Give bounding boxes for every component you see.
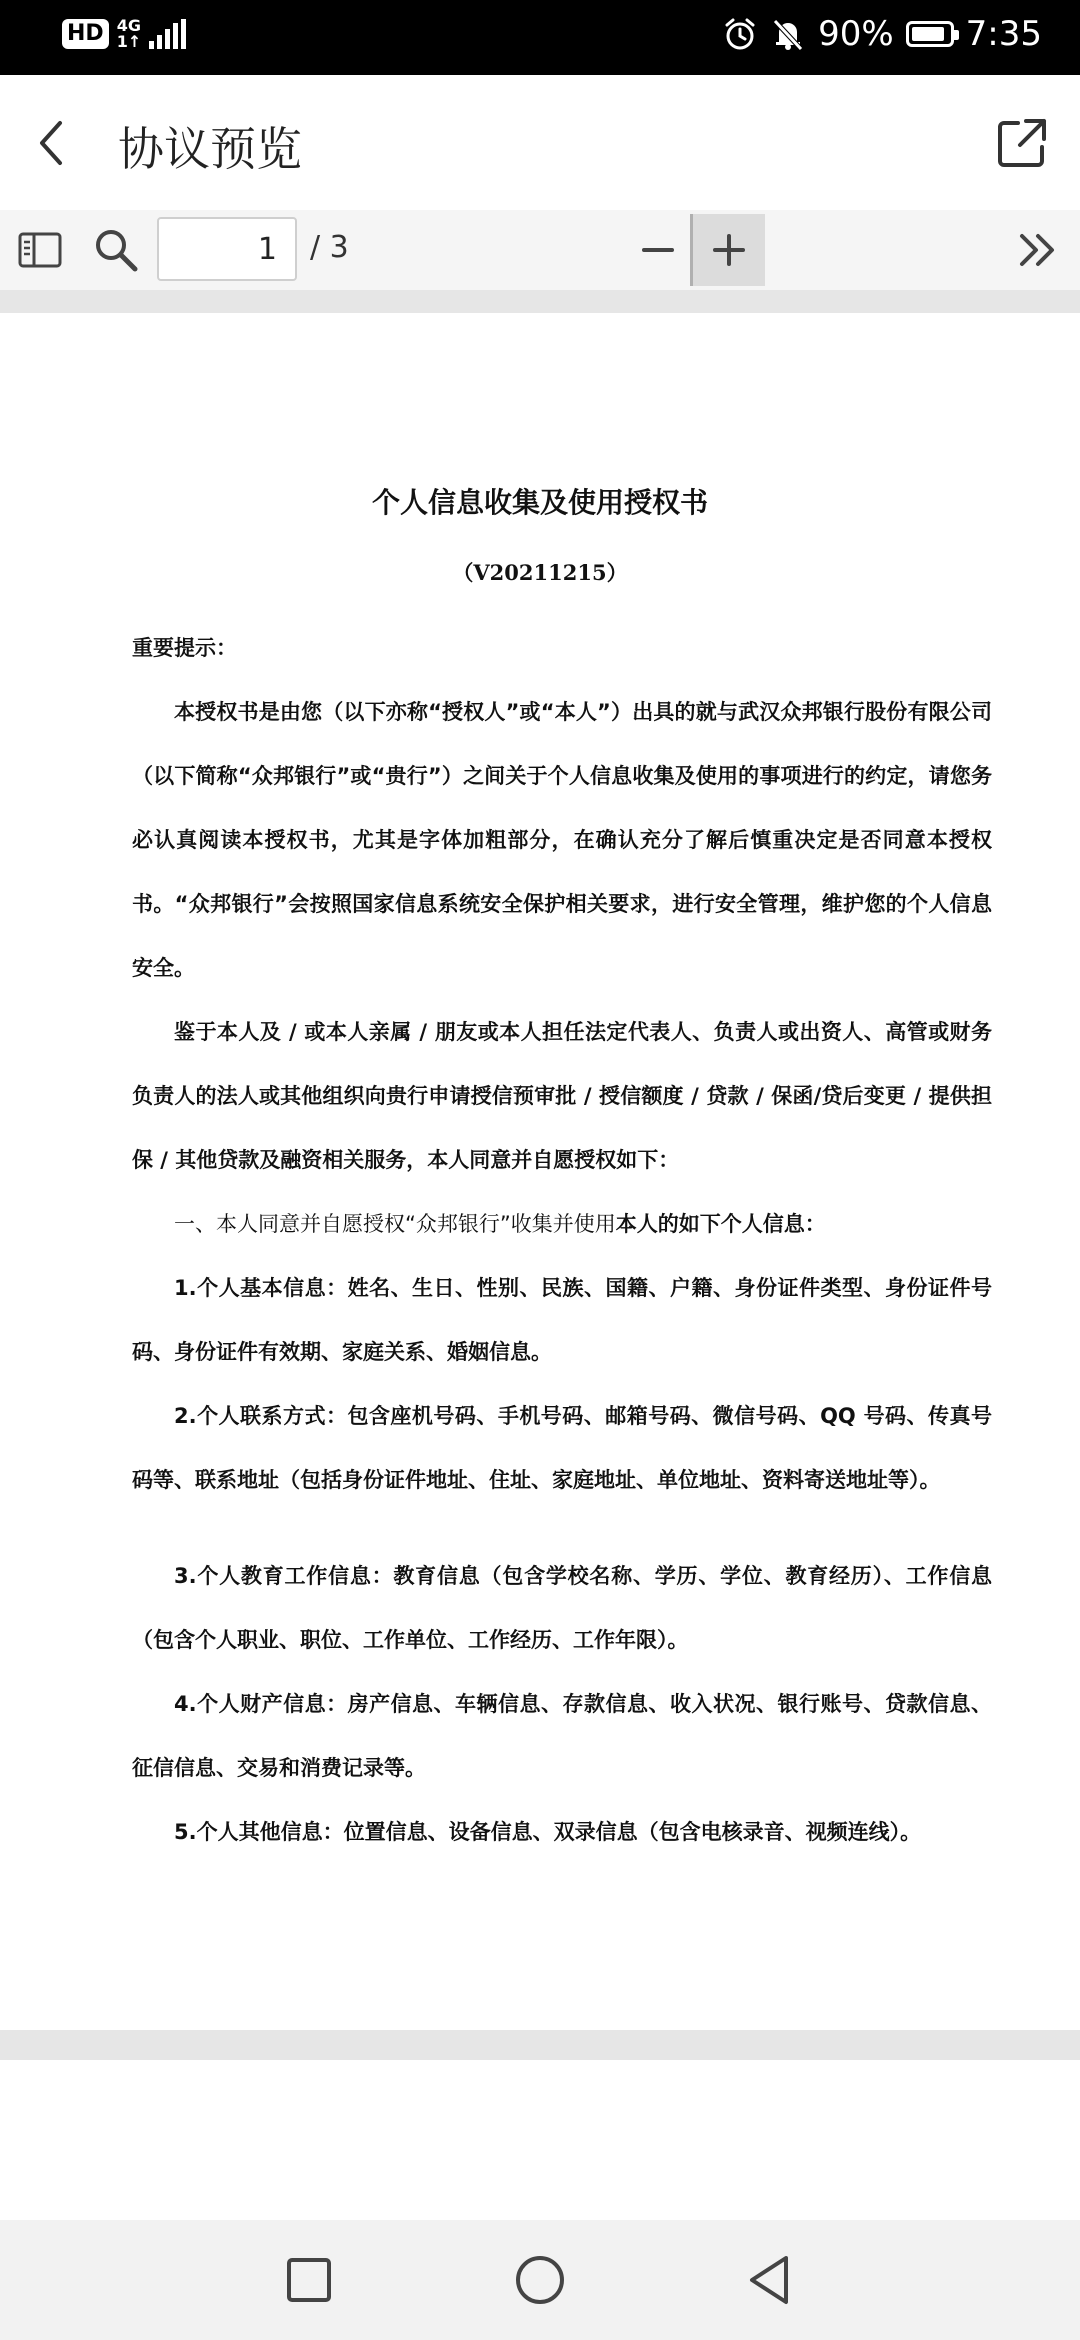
more-tools-icon[interactable] bbox=[1014, 226, 1062, 274]
network-indicator bbox=[117, 18, 142, 50]
signal-icon bbox=[149, 19, 186, 49]
zoom-in-icon[interactable] bbox=[690, 214, 765, 286]
network-type: 4G bbox=[116, 16, 141, 35]
item-education-work-info: 3.个人教育工作信息：教育信息（包含学校名称、学历、学位、教育经历）、工作信息（包含个人职业、职位、工作单位、工作经历、工作年限）。 bbox=[132, 1564, 992, 1652]
alarm-icon bbox=[722, 16, 758, 52]
paragraph-authorization: 鉴于本人及 / 或本人亲属 / 朋友或本人担任法定代表人、负责人或出资人、高管或财务负责人的法人或其他组织向贵行申请授信预审批 / 授信额度 / 贷款 / 保函/贷后变更 / 提供担保 / 其他贷款及融资相关服务，本人同意并自愿授权如下： bbox=[132, 1020, 992, 1172]
back-icon[interactable] bbox=[30, 115, 70, 171]
navigation-bar bbox=[0, 2220, 1080, 2340]
hd-badge: HD bbox=[62, 19, 109, 49]
sidebar-toggle-icon[interactable] bbox=[14, 224, 66, 276]
document-page[interactable] bbox=[0, 313, 1080, 2030]
item-other-info: 5.个人其他信息：位置信息、设备信息、双录信息（包含电核录音、视频连线）。 bbox=[174, 1820, 922, 1844]
document-title: 个人信息收集及使用授权书 bbox=[371, 486, 708, 519]
page-total: / 3 bbox=[310, 230, 349, 265]
viewer-bottom-area bbox=[0, 2060, 1080, 2220]
search-icon[interactable] bbox=[90, 224, 142, 276]
paragraph-intro: 本授权书是由您（以下亦称“授权人”或“本人”）出具的就与武汉众邦银行股份有限公司（以下简称“众邦银行”或“贵行”）之间关于个人信息收集及使用的事项进行的约定，请您务必认真阅读本授权书，尤其是字体加粗部分，在确认充分了解后慎重决定是否同意本授权书。“众邦银行”会按照国家信息系统安全保护相关要求，进行安全管理，维护您的个人信息安全。 bbox=[132, 700, 992, 980]
clause-one-plain: 一、本人同意并自愿授权“众邦银行”收集并使用 bbox=[174, 1212, 616, 1236]
item-contact-info: 2.个人联系方式：包含座机号码、手机号码、邮箱号码、微信号码、QQ 号码、传真号码等、联系地址（包括身份证件地址、住址、家庭地址、单位地址、资料寄送地址等）。 bbox=[132, 1404, 992, 1492]
status-left bbox=[62, 18, 186, 50]
zoom-out-icon[interactable] bbox=[628, 220, 688, 280]
status-bar bbox=[0, 0, 1080, 75]
document-version: （V20211215） bbox=[452, 560, 628, 585]
back-nav-icon[interactable] bbox=[742, 2252, 798, 2308]
bell-muted-icon bbox=[770, 16, 806, 52]
recents-icon[interactable] bbox=[281, 2252, 337, 2308]
item-basic-info: 1.个人基本信息：姓名、生日、性别、民族、国籍、户籍、身份证件类型、身份证件号码、身份证件有效期、家庭关系、婚姻信息。 bbox=[132, 1276, 992, 1364]
battery-percent: 90% bbox=[818, 14, 894, 54]
status-right bbox=[722, 14, 1042, 54]
battery-fill bbox=[912, 27, 944, 41]
share-icon[interactable] bbox=[994, 115, 1050, 171]
app-bar bbox=[0, 75, 1080, 210]
document-body bbox=[132, 616, 992, 1864]
clause-one-bold: 本人的如下个人信息： bbox=[615, 1212, 826, 1236]
battery-icon bbox=[906, 21, 954, 47]
page-title: 协议预览 bbox=[118, 122, 302, 176]
network-activity: 1↑ bbox=[116, 32, 142, 51]
battery-tip bbox=[954, 30, 959, 40]
clause-one bbox=[132, 1192, 992, 1256]
page-number-input[interactable] bbox=[157, 217, 297, 281]
clock: 7:35 bbox=[965, 14, 1042, 54]
home-icon[interactable] bbox=[512, 2252, 568, 2308]
important-notice-heading: 重要提示： bbox=[132, 636, 237, 660]
item-property-info: 4.个人财产信息：房产信息、车辆信息、存款信息、收入状况、银行账号、贷款信息、征信信息、交易和消费记录等。 bbox=[132, 1692, 992, 1780]
pdf-toolbar bbox=[0, 210, 1080, 290]
